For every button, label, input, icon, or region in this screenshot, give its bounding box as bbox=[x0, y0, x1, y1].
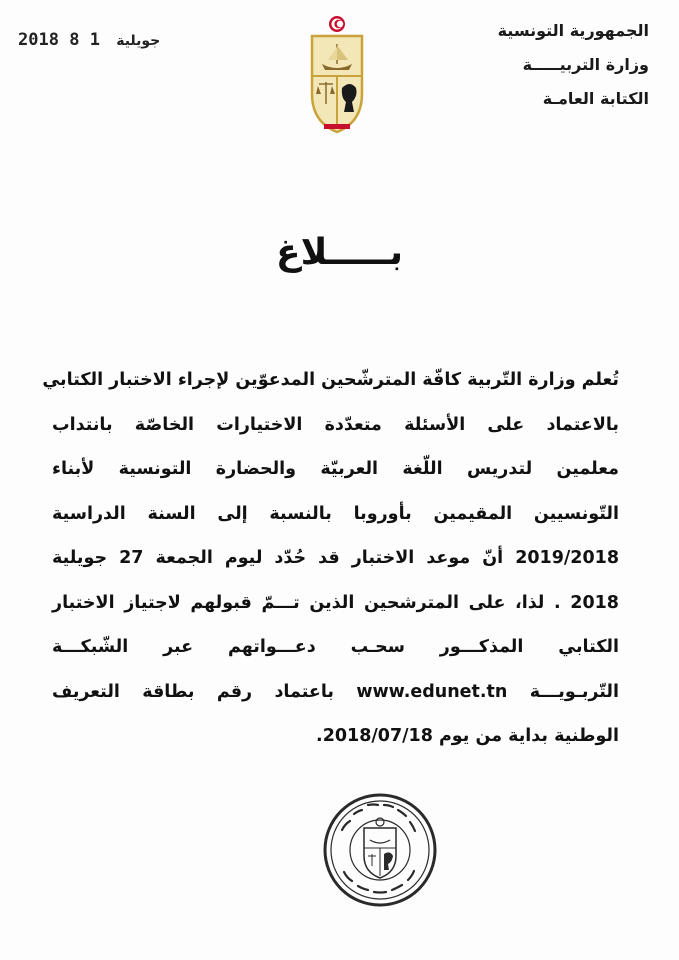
edunet-link[interactable]: www.edunet.tn bbox=[356, 681, 508, 702]
header-republic: الجمهورية التونسية bbox=[497, 21, 649, 40]
body-line-8-end: باعتماد رقم بطاقة التعريف bbox=[52, 681, 334, 702]
body-line-4: التّونسيين المقيمين بأوروبا بالنسبة إلى السنة الدراسية bbox=[52, 503, 619, 524]
header-ministry: وزارة التربيـــــة bbox=[522, 55, 649, 74]
body-line-9: الوطنية بداية من يوم 2018/07/18. bbox=[316, 726, 619, 746]
body-line-6: 2018 . لذا، على المترشحين الذين تـــمّ قبولهم لاجتياز الاختبار bbox=[52, 592, 619, 613]
ministry-header bbox=[449, 14, 649, 116]
body-line-5: 2019/2018 أنّ موعد الاختبار قد حُدّد ليوم الجمعة 27 جويلية bbox=[52, 548, 619, 568]
announcement-body bbox=[42, 358, 620, 759]
body-line-8-start: التّربـويـــة bbox=[529, 681, 620, 702]
body-line-1: تُعلم وزارة التّربية كافّة المترشّحين المدعوّين لإجراء الاختبار الكتابي bbox=[42, 370, 619, 390]
announcement-title: بـــــلاغ bbox=[276, 232, 403, 273]
body-line-7: الكتابي المذكـــور سحـب دعـــواتهم عبر الشّبكـــة bbox=[52, 637, 619, 657]
body-line-2: بالاعتماد على الأسئلة متعدّدة الاختيارات الخاصّة بانتداب bbox=[52, 414, 619, 435]
body-line-3: معلمين لتدريس اللّغة العربيّة والحضارة التونسية لأبناء bbox=[52, 459, 619, 479]
body-line-8 bbox=[52, 670, 619, 715]
official-seal-icon bbox=[320, 790, 440, 910]
date-stamp bbox=[18, 30, 166, 50]
date-day: 1 8 bbox=[69, 30, 100, 50]
date-month: جويلية bbox=[116, 33, 161, 49]
header-secretariat: الكتابة العامـة bbox=[542, 89, 649, 108]
date-year: 2018 bbox=[18, 30, 59, 50]
tunisia-coat-of-arms-icon bbox=[306, 14, 368, 134]
